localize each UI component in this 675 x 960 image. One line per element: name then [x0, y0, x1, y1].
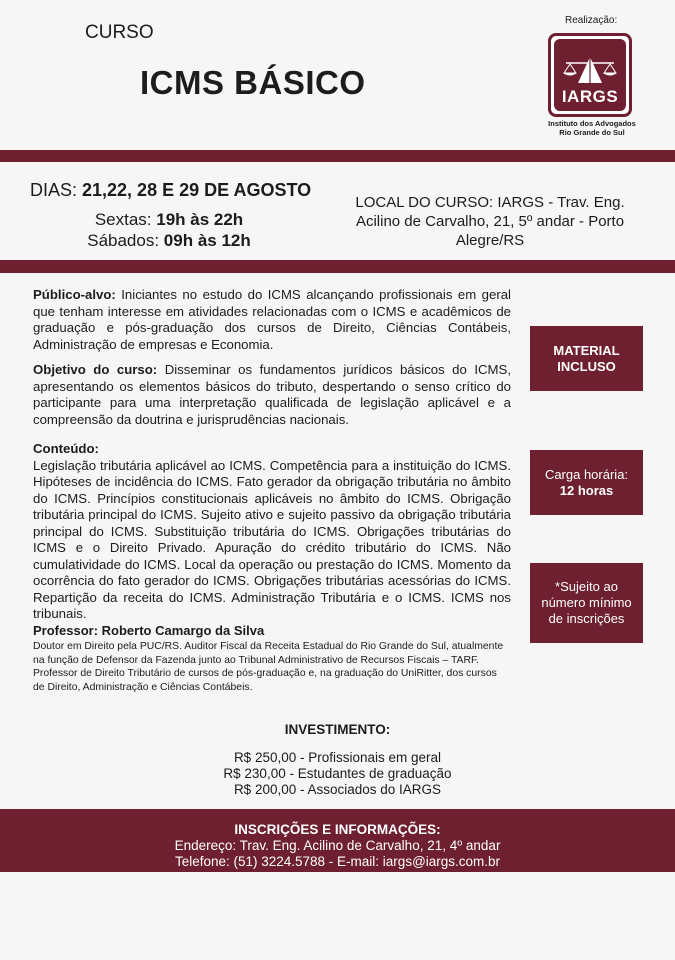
curso-label: CURSO [85, 22, 154, 43]
publico-text: Iniciantes no estudo do ICMS alcançando profissionais em geral que tenham interesse em atividades relacionadas com o ICMS e acadêmicos de graduação e pós-graduação dos cursos de Direito, Ciências Contábeis, Administração de empresas e Economia. [33, 287, 511, 352]
sextas-value: 19h às 22h [156, 210, 244, 229]
publico-label: Público-alvo: [33, 287, 116, 302]
sabados-value: 09h às 12h [163, 231, 251, 250]
professor-name: Professor: Roberto Camargo da Silva [33, 623, 265, 638]
logo-emblem [554, 39, 626, 111]
conteudo-section [33, 441, 511, 623]
carga-value: 12 horas [559, 482, 614, 498]
sujeito-line1: *Sujeito ao [555, 579, 618, 594]
objetivo-text: Disseminar os fundamentos jurídicos básicos do ICMS, apresentando os elementos básicos do tributo, despertando o senso crítico do participante para uma interpretação qualificada de legislação aplicável e a compreensão da doutrina e jurisprudências nacionais. [33, 362, 511, 427]
price-profissionais: R$ 250,00 - Profissionais em geral [233, 750, 442, 765]
sextas-line [30, 210, 308, 230]
realizacao-label: Realização: [565, 15, 618, 26]
page-title: ICMS BÁSICO [140, 64, 366, 101]
publico-alvo-paragraph [33, 287, 511, 353]
carga-horaria-box [530, 450, 643, 515]
dias-label: DIAS: [30, 180, 83, 200]
dias-value: 21,22, 28 E 29 DE AGOSTO [82, 180, 312, 200]
logo-subtitle-line2: Rio Grande do Sul [559, 128, 625, 137]
sujeito-box [530, 563, 643, 643]
iargs-logo [548, 33, 636, 137]
footer-title: INSCRIÇÕES E INFORMAÇÕES: [234, 822, 441, 837]
objetivo-label: Objetivo do curso: [33, 362, 158, 377]
conteudo-label: Conteúdo: [33, 441, 99, 456]
footer-address: Endereço: Trav. Eng. Acilino de Carvalho, 21, 4º andar [174, 838, 501, 853]
material-line1: MATERIAL [553, 342, 620, 358]
logo-subtitle-line1: Instituto dos Advogados [548, 119, 636, 128]
logo-word: IARGS [561, 87, 619, 106]
professor-description: Doutor em Direito pela PUC/RS. Auditor Fiscal da Receita Estadual do Rio Grande do Sul, atualmente na função de Defensor da Fazenda junto ao Tribunal Administrativo de Recursos Fiscais – TARF. Professor de Direito Tributário de cursos de pós-graduação e, na graduação do UniRitter, dos cursos de Direito, Administração e Ciências Contábeis. [33, 641, 504, 693]
dias-line [30, 180, 311, 201]
sabados-line [30, 231, 308, 251]
investimento-title: INVESTIMENTO: [284, 722, 391, 737]
price-estudantes: R$ 230,00 - Estudantes de graduação [223, 766, 452, 781]
sabados-label: Sábados: [87, 231, 164, 250]
price-associados: R$ 200,00 - Associados do IARGS [233, 782, 442, 797]
logo-frame [548, 33, 632, 117]
logo-subtitle [548, 119, 636, 137]
sextas-label: Sextas: [94, 210, 157, 229]
inscricoes-footer [0, 809, 675, 872]
material-incluso-box [530, 326, 643, 391]
mid-divider-bar [0, 260, 675, 273]
sujeito-line3: de inscrições [548, 611, 625, 626]
scales-of-justice-icon [560, 53, 620, 87]
material-line2: INCLUSO [557, 358, 616, 374]
sujeito-line2: número mínimo [541, 595, 632, 610]
top-divider-bar [0, 150, 675, 162]
footer-contact: Telefone: (51) 3224.5788 - E-mail: iargs@iargs.com.br [174, 854, 501, 869]
local-do-curso: LOCAL DO CURSO: IARGS - Trav. Eng. Acilino de Carvalho, 21, 5º andar - Porto Alegre/RS [355, 194, 625, 249]
carga-label: Carga horária: [544, 466, 629, 482]
objetivo-paragraph [33, 362, 511, 428]
conteudo-text: Legislação tributária aplicável ao ICMS. Competência para a instituição do ICMS. Hipóteses de incidência do ICMS. Fato gerador da obrigação tributária no âmbito do ICMS. Princípios constitucionais aplicáveis no âmbito do ICMS. Obrigação tributária principal do ICMS. Sujeito ativo e sujeito passivo da obrigação tributária principal do ICMS. Substituição tributária do ICMS. Obrigações tributárias do ICMS e o Direito Privado. Apuração do crédito tributário do ICMS. Não cumulatividade do ICMS. Local da operação ou prestação do ICMS. Momento da ocorrência do fato gerador do ICMS. Obrigações tributárias acessórias do ICMS. Repartição da receita do ICMS. Administração Tributária e o ICMS. ICMS nos tribunais. [33, 457, 511, 621]
